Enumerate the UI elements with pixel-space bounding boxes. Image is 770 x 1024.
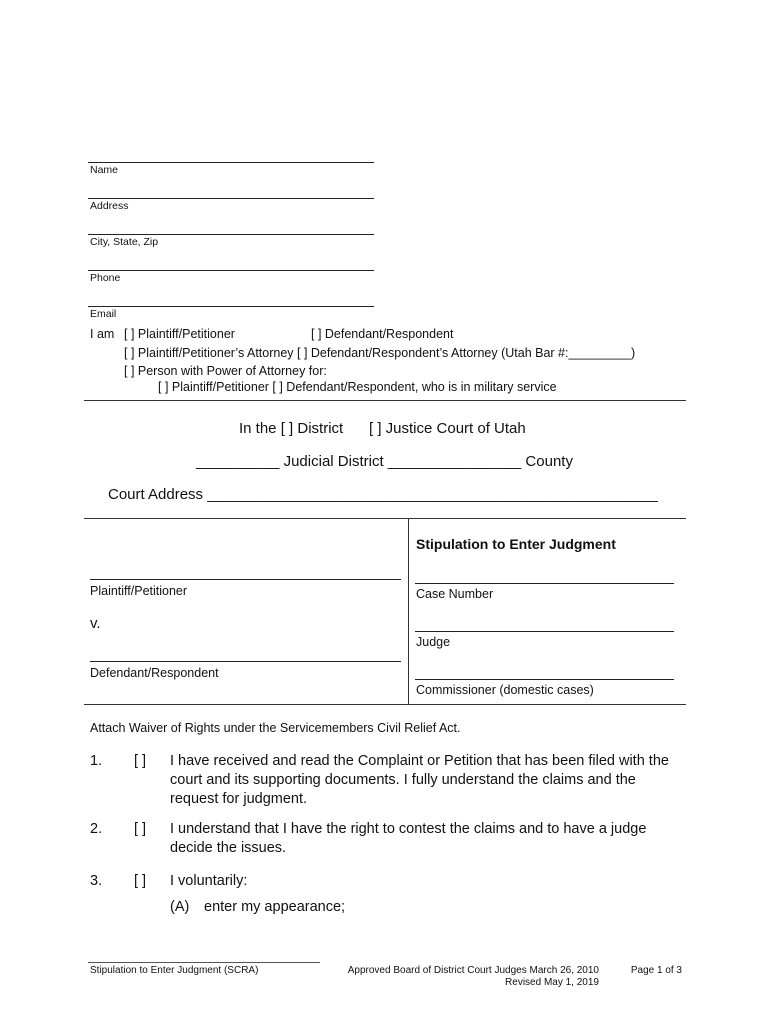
item-2-number: 2.	[90, 821, 103, 837]
defendant-checkbox-option[interactable]: [ ] Defendant/Respondent	[311, 327, 454, 341]
item-3-number: 3.	[90, 873, 103, 889]
city-state-zip-line[interactable]	[88, 234, 374, 235]
case-number-line[interactable]	[415, 583, 674, 584]
address-label: Address	[90, 200, 129, 212]
document-title: Stipulation to Enter Judgment	[416, 536, 616, 552]
divider-top	[84, 400, 686, 401]
court-address-line[interactable]: Court Address ______________________________________________________	[108, 486, 658, 503]
footer-approval-date: Approved Board of District Court Judges March 26, 2010	[347, 965, 599, 976]
caption-vertical-rule	[408, 518, 409, 704]
commissioner-line[interactable]	[415, 679, 674, 680]
subitem-a-letter: (A)	[170, 899, 190, 915]
caption-bottom-rule	[84, 704, 686, 705]
item-3-text: I voluntarily:	[170, 873, 248, 889]
district-court-option[interactable]: In the [ ] District	[239, 420, 344, 437]
plaintiff-checkbox-option[interactable]: [ ] Plaintiff/Petitioner	[124, 327, 235, 341]
judge-label: Judge	[416, 635, 451, 649]
footer-form-title: Stipulation to Enter Judgment (SCRA)	[90, 965, 259, 976]
name-line[interactable]	[88, 162, 374, 163]
item-2-checkbox[interactable]: [ ]	[134, 821, 147, 837]
subitem-a-text: enter my appearance;	[204, 899, 346, 915]
versus-label: v.	[90, 615, 101, 632]
email-line[interactable]	[88, 306, 374, 307]
iam-label: I am	[90, 327, 115, 341]
address-line[interactable]	[88, 198, 374, 199]
name-label: Name	[90, 164, 119, 176]
footer-rule	[88, 962, 320, 963]
item-3-checkbox[interactable]: [ ]	[134, 873, 147, 889]
judge-line[interactable]	[415, 631, 674, 632]
commissioner-label: Commissioner (domestic cases)	[416, 683, 594, 697]
item-1-checkbox[interactable]: [ ]	[134, 753, 147, 769]
footer-page-number: Page 1 of 3	[630, 965, 682, 976]
attorney-checkbox-options[interactable]: [ ] Plaintiff/Petitioner’s Attorney [ ] Defendant/Respondent’s Attorney (Utah Bar #:_________)	[124, 346, 636, 360]
military-party-checkbox-options[interactable]: [ ] Plaintiff/Petitioner [ ] Defendant/Respondent, who is in military service	[158, 380, 557, 394]
defendant-label: Defendant/Respondent	[90, 666, 219, 680]
plaintiff-label: Plaintiff/Petitioner	[90, 584, 188, 598]
item-1-text: I have received and read the Complaint or Petition that has been filed with the court and its supporting documents. I fully understand the claims and the request for judgment.	[170, 753, 669, 807]
city-state-zip-label: City, State, Zip	[90, 236, 159, 248]
email-label: Email	[90, 308, 117, 320]
attach-waiver-note: Attach Waiver of Rights under the Servicemembers Civil Relief Act.	[90, 721, 461, 735]
phone-label: Phone	[90, 272, 121, 284]
item-1-number: 1.	[90, 753, 103, 769]
caption-top-rule	[84, 518, 686, 519]
power-of-attorney-checkbox-option[interactable]: [ ] Person with Power of Attorney for:	[124, 364, 327, 378]
justice-court-option[interactable]: [ ] Justice Court of Utah	[369, 420, 526, 437]
plaintiff-line[interactable]	[90, 579, 401, 580]
judicial-district-county-line[interactable]: __________ Judicial District ________________ County	[196, 453, 573, 470]
item-2-text: I understand that I have the right to contest the claims and to have a judge decide the issues.	[170, 821, 647, 856]
case-number-label: Case Number	[416, 587, 494, 601]
footer-revised-date: Revised May 1, 2019	[505, 977, 599, 988]
phone-line[interactable]	[88, 270, 374, 271]
defendant-line[interactable]	[90, 661, 401, 662]
